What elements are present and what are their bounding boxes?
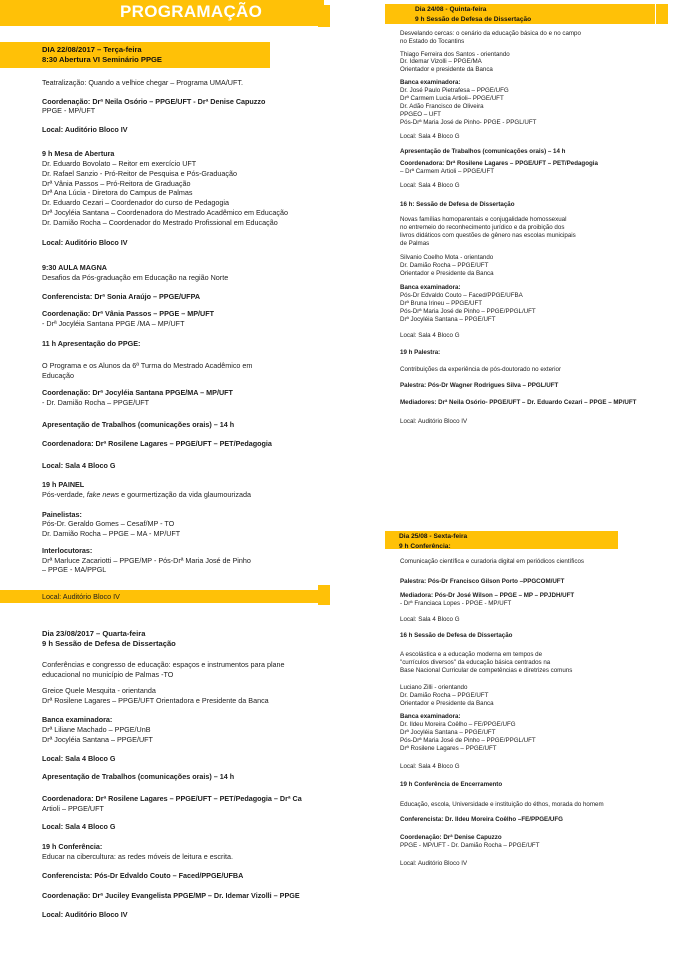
schedule-line: 9:30 AULA MAGNA <box>42 263 107 272</box>
day-header-date: DIA 22/08/2017 – Terça-feira <box>42 45 142 54</box>
schedule-line: - Drª Franciaca Lopes - PPGE - MP/UFT <box>400 600 512 607</box>
fake-news-italic: fake news <box>86 490 120 499</box>
schedule-line: Orientador e presidente da Banca <box>400 66 493 73</box>
schedule-line: Banca examinadora: <box>400 79 461 86</box>
schedule-line: Desafios da Pós-graduação em Educação na região Norte <box>42 273 229 282</box>
schedule-line: Local: Auditório Bloco IV <box>400 860 468 867</box>
schedule-line: Base Nacional Curricular de competências e diretrizes comuns <box>400 667 573 674</box>
schedule-line: Drª Rosilene Lagares – PPGE/UFT Orientadora e Presidente da Banca <box>42 696 269 705</box>
schedule-line: Contribuições da experiência de pós-doutorado no exterior <box>400 366 561 373</box>
schedule-line: Novas famílias homoparentais e conjugalidade homossexual <box>400 216 567 223</box>
schedule-line: 16 h Sessão de Defesa de Dissertação <box>400 632 513 639</box>
schedule-line: – PPGE - MA/PPGL <box>42 565 107 574</box>
schedule-line: Local: Sala 4 Bloco G <box>400 182 460 189</box>
schedule-line: Drª Ana Lúcia - Diretora do Campus de Palmas <box>42 188 193 197</box>
schedule-line: PPGE - MP/UFT <box>42 106 96 115</box>
day-25-date: Dia 25/08 - Sexta-feira <box>399 533 468 540</box>
schedule-line: Drª Rosilene Lagares – PPGE/UFT <box>400 745 497 752</box>
day-24-tab <box>656 4 668 24</box>
schedule-line: Coordenadora: Drª Rosilene Lagares – PPGE/UFT – PET/Pedagogia – Drª Ca <box>42 794 302 803</box>
schedule-line: Local: Sala 4 Bloco G <box>42 461 116 470</box>
schedule-line: 11 h Apresentação do PPGE: <box>42 339 141 348</box>
schedule-line: Dr. Damião Rocha – PPGE/UFT <box>400 262 489 269</box>
schedule-line: Local: Auditório Bloco IV <box>42 238 128 247</box>
schedule-line: Drª Jocyléia Santana – PPGE/UFT <box>42 735 153 744</box>
schedule-line: Banca examinadora: <box>42 715 113 724</box>
day-24-subtitle: 9 h Sessão de Defesa de Dissertação <box>415 15 532 23</box>
day-header-tab <box>265 42 270 68</box>
schedule-line: no entremeio do reconhecimento jurídico e da proibição dos <box>400 224 565 231</box>
schedule-line: Local: Auditório Bloco IV <box>400 418 468 425</box>
schedule-line: – Drª Carmem Artioli – PPGE/UFT <box>400 168 495 175</box>
schedule-line: 19 h Palestra: <box>400 349 441 356</box>
schedule-line: Mediadora: Pós-Dr José Wilson – PPGE – MP – PPJDH/UFT <box>400 592 575 599</box>
schedule-line: Local: Sala 4 Bloco G <box>400 332 460 339</box>
day-25-subtitle: 9 h Conferência: <box>399 542 451 550</box>
schedule-line: Thiago Ferreira dos Santos - orientando <box>400 51 510 58</box>
schedule-line: Pós-Dr Edvaldo Couto – Faced/PPGE/UFBA <box>400 292 523 299</box>
schedule-line: 9 h Mesa de Abertura <box>42 149 115 158</box>
schedule-line: Dr. Adão Francisco de Oliveira <box>400 103 484 110</box>
schedule-line: Pós-Drª Maria José de Pinho – PPGE/PPGL/UFT <box>400 737 536 744</box>
schedule-line: Conferências e congresso de educação: espaços e instrumentos para plane <box>42 660 285 669</box>
schedule-line: Luciano Zilli - orientando <box>400 684 468 691</box>
schedule-line: Conferencista: Pós-Dr Edvaldo Couto – Faced/PPGE/UFBA <box>42 871 244 880</box>
schedule-line: Dr. Ildeu Moreira Coêlho – FE/PPGE/UFG <box>400 721 516 728</box>
schedule-line: Pós-Drª Maria José de Pinho- PPGE - PPGL/UFT <box>400 119 537 126</box>
schedule-line: Dr. Idemar Vizolli – PPGE/MA <box>400 58 482 65</box>
schedule-line: PPGE - MP/UFT - Dr. Damião Rocha – PPGE/UFT <box>400 842 540 849</box>
schedule-line: Dr. Rafael Sanzio - Pró-Reitor de Pesquisa e Pós-Graduação <box>42 169 237 178</box>
schedule-line: PPGEO – UFT <box>400 111 441 118</box>
schedule-line: 16 h: Sessão de Defesa de Dissertação <box>400 201 515 208</box>
schedule-line: Dr. Damião Rocha – PPGE/UFT <box>400 692 489 699</box>
day-22-footer <box>0 590 324 603</box>
schedule-line: Local: Sala 4 Bloco G <box>400 763 460 770</box>
schedule-line: 19 h PAINEL <box>42 480 85 489</box>
schedule-line: Banca examinadora: <box>400 713 461 720</box>
schedule-line: Interlocutoras: <box>42 546 93 555</box>
schedule-line: educacional no município de Palmas -TO <box>42 670 174 679</box>
schedule-line: O Programa e os Alunos da 6ª Turma do Mestrado Acadêmico em <box>42 361 253 370</box>
schedule-line: Drª Vânia Passos – Pró-Reitora de Graduação <box>42 179 191 188</box>
schedule-line: Apresentação de Trabalhos (comunicações orais) – 14 h <box>400 148 566 155</box>
title-bar <box>0 0 324 26</box>
schedule-line: Apresentação de Trabalhos (comunicações orais) – 14 h <box>42 772 235 781</box>
day-header-25 <box>385 531 610 549</box>
footer-tab <box>318 585 330 605</box>
schedule-line: livros didáticos com questões de gênero nas escolas municipais <box>400 232 576 239</box>
schedule-line: Coordenação: Drª Jocyléia Santana PPGE/MA – MP/UFT <box>42 388 233 397</box>
schedule-line: Dr. Damião Rocha – PPGE – MA - MP/UFT <box>42 529 181 538</box>
schedule-line: Local: Auditório Bloco IV <box>42 910 128 919</box>
schedule-line: Drª Jocyléia Santana – PPGE/UFT <box>400 729 496 736</box>
schedule-line: Coordenação: Drª Juciley Evangelista PPGE/MP – Dr. Idemar Vizolli – PPGE <box>42 891 300 900</box>
schedule-line: - Drª Jocyléia Santana PPGE /MA – MP/UFT <box>42 319 185 328</box>
schedule-line: Dr. Damião Rocha – Coordenador do Mestrado Profissional em Educação <box>42 218 278 227</box>
schedule-line: Conferencista: Dr. Ildeu Moreira Coêlho –FE/PPGE/UFG <box>400 816 563 823</box>
schedule-line: Dr. José Paulo Pietrafesa – PPGE/UFG <box>400 87 509 94</box>
schedule-line: Desvelando cercas: o cenário da educação básica do e no campo <box>400 30 581 37</box>
day-header-24 <box>385 4 655 24</box>
schedule-line: Drª Jocyléia Santana – PPGE/UFT <box>400 316 496 323</box>
schedule-line: Mediadores: Drª Neila Osório- PPGE/UFT – Dr. Eduardo Cezari – PPGE – MP/UFT <box>400 399 637 406</box>
schedule-line: Coordenação: Drª Vânia Passos – PPGE – MP/UFT <box>42 309 215 318</box>
schedule-line: Painelistas: <box>42 510 82 519</box>
page-title: PROGRAMAÇÃO <box>120 2 263 21</box>
schedule-line: Apresentação de Trabalhos (comunicações orais) – 14 h <box>42 420 235 429</box>
schedule-line: Conferencista: Drª Sonia Araújo – PPGE/UFPA <box>42 292 201 301</box>
schedule-line: Drª Liliane Machado – PPGE/UnB <box>42 725 151 734</box>
schedule-line: Teatralização: Quando a velhice chegar – Programa UMA/UFT. <box>42 78 243 87</box>
schedule-line: Coordenação: Drª Neila Osório – PPGE/UFT - Drª Denise Capuzzo <box>42 97 266 106</box>
schedule-line: Coordenadora: Drª Rosilene Lagares – PPGE/UFT – PET/Pedagogia <box>400 160 598 167</box>
day-header-22 <box>0 42 270 68</box>
schedule-line: Palestra: Pós-Dr Wagner Rodrigues Silva – PPGL/UFT <box>400 382 559 389</box>
schedule-line: Educação <box>42 371 74 380</box>
schedule-line: Educação, escola, Universidade e instituição do éthos, morada do homem <box>400 801 604 808</box>
schedule-line: Greice Quele Mesquita - orientanda <box>42 686 156 695</box>
schedule-line: "currículos diversos" da educação básica centrados na <box>400 659 551 666</box>
day-23-date: Dia 23/08/2017 – Quarta-feira <box>42 629 146 638</box>
day-header-subtitle: 8:30 Abertura VI Seminário PPGE <box>42 54 162 64</box>
title-bar-tab <box>318 5 330 27</box>
schedule-line: Local: Sala 4 Bloco G <box>400 133 460 140</box>
schedule-line: Local: Auditório Bloco IV <box>42 125 128 134</box>
schedule-line: Dr. Eduardo Bovolato – Reitor em exercício UFT <box>42 159 197 168</box>
schedule-line: Palestra: Pós-Dr Francisco Gilson Porto –PPGCOM/UFT <box>400 578 565 585</box>
day-24-date: Dia 24/08 - Quinta-feira <box>415 6 487 13</box>
schedule-line: Silvanio Coelho Mota - orientando <box>400 254 494 261</box>
schedule-line: Orientador e Presidente da Banca <box>400 270 494 277</box>
schedule-line: Educar na cibercultura: as redes móveis de leitura e escrita. <box>42 852 233 861</box>
schedule-line: Local: Sala 4 Bloco G <box>42 754 116 763</box>
schedule-line: Drª Marluce Zacariotti – PPGE/MP - Pós-Drª Maria José de Pinho <box>42 556 251 565</box>
schedule-line: Coordenadora: Drª Rosilene Lagares – PPGE/UFT – PET/Pedagogia <box>42 439 272 448</box>
day-23-subtitle: 9 h Sessão de Defesa de Dissertação <box>42 639 176 648</box>
schedule-line: Banca examinadora: <box>400 284 461 291</box>
schedule-line: Drª Bruna Irineu – PPGE/UFT <box>400 300 483 307</box>
schedule-line: Comunicação científica e curadoria digital em periódicos científicos <box>400 558 584 565</box>
schedule-line: Pós-Dr. Geraldo Gomes – Cesaf/MP - TO <box>42 519 175 528</box>
schedule-line: Pós-Drª Maria José de Pinho – PPGE/PPGL/UFT <box>400 308 536 315</box>
day-22-footer-text: Local: Auditório Bloco IV <box>42 592 120 601</box>
schedule-line: A escolástica e a educação moderna em tempos de <box>400 651 543 658</box>
schedule-line: no Estado do Tocantins <box>400 38 465 45</box>
schedule-line: Drª Jocyléia Santana – Coordenadora do Mestrado Acadêmico em Educação <box>42 208 288 217</box>
schedule-line: Drª Carmem Lucia Artioli– PPGE/UFT <box>400 95 504 102</box>
day-25-tab <box>606 531 618 549</box>
schedule-line: Coordenação: Drª Denise Capuzzo <box>400 834 502 841</box>
schedule-line: Orientador e Presidente da Banca <box>400 700 494 707</box>
schedule-line: Local: Sala 4 Bloco G <box>42 822 116 831</box>
schedule-line: Artioli – PPGE/UFT <box>42 804 104 813</box>
schedule-line: de Palmas <box>400 240 430 247</box>
schedule-line: - Dr. Damião Rocha – PPGE/UFT <box>42 398 150 407</box>
schedule-line: Local: Sala 4 Bloco G <box>400 616 460 623</box>
schedule-line: Dr. Eduardo Cezari – Coordenador do curso de Pedagogia <box>42 198 229 207</box>
schedule-line: 19 h Conferência de Encerramento <box>400 781 503 788</box>
schedule-line: 19 h Conferência: <box>42 842 103 851</box>
schedule-line: Pós-verdade, fake news e gourmertização da vida glaumourizada <box>42 490 251 499</box>
